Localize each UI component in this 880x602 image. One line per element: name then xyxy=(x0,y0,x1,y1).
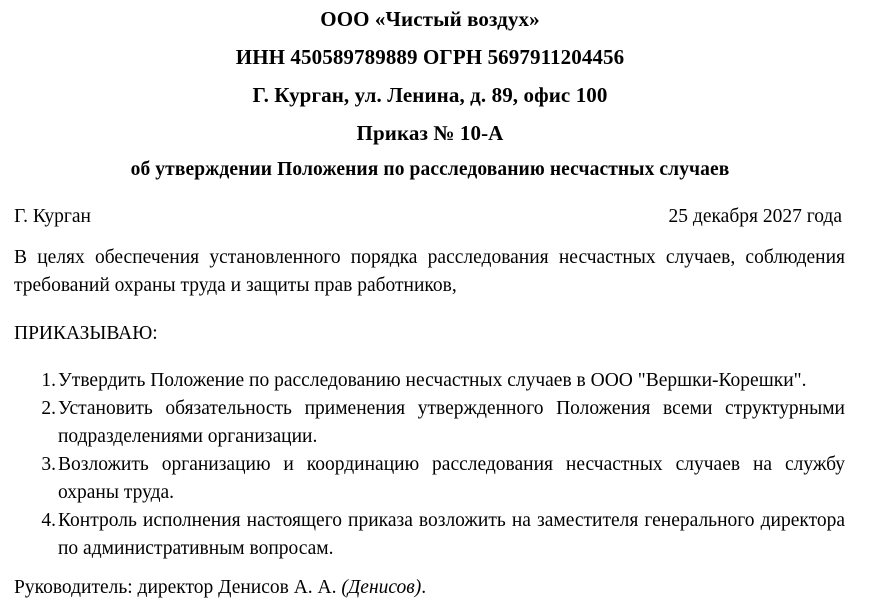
signature-role-name: Руководитель: директор Денисов А. А. xyxy=(14,577,342,598)
list-item: Утвердить Положение по расследованию несчастных случаев в ООО "Вершки-Корешки". xyxy=(58,370,807,391)
order-subject: об утверждении Положения по расследованию несчастных случаев xyxy=(130,159,730,180)
preamble-paragraph: В целях обеспечения установленного порядка расследования несчастных случаев, соблюдения требований охраны труда и защиты прав работников, xyxy=(14,247,845,296)
list-item: Установить обязательность применения утвержденного Положения всеми структурными подразделениями организации. xyxy=(58,398,845,447)
list-item: Контроль исполнения настоящего приказа возложить на заместителя генерального директора по административным вопросам. xyxy=(58,510,845,559)
order-verb: ПРИКАЗЫВАЮ: xyxy=(14,322,158,344)
place-of-issue: Г. Курган xyxy=(14,206,91,227)
company-address: Г. Курган, ул. Ленина, д. 89, офис 100 xyxy=(252,83,608,107)
date-of-issue: 25 декабря 2027 года xyxy=(668,206,842,227)
registration-ids: ИНН 450589789889 ОГРН 5697911204456 xyxy=(235,45,625,69)
company-name: ООО «Чистый воздух» xyxy=(320,7,540,31)
signature-transcript: (Денисов) xyxy=(341,577,422,598)
place-date-row xyxy=(14,202,846,232)
list-item: Возложить организацию и координацию расследования несчастных случаев на службу охраны труда. xyxy=(58,454,845,503)
signature-period: . xyxy=(421,577,427,598)
document-header xyxy=(14,0,846,188)
order-number: Приказ № 10-А xyxy=(356,121,504,145)
order-items-list xyxy=(14,367,846,563)
